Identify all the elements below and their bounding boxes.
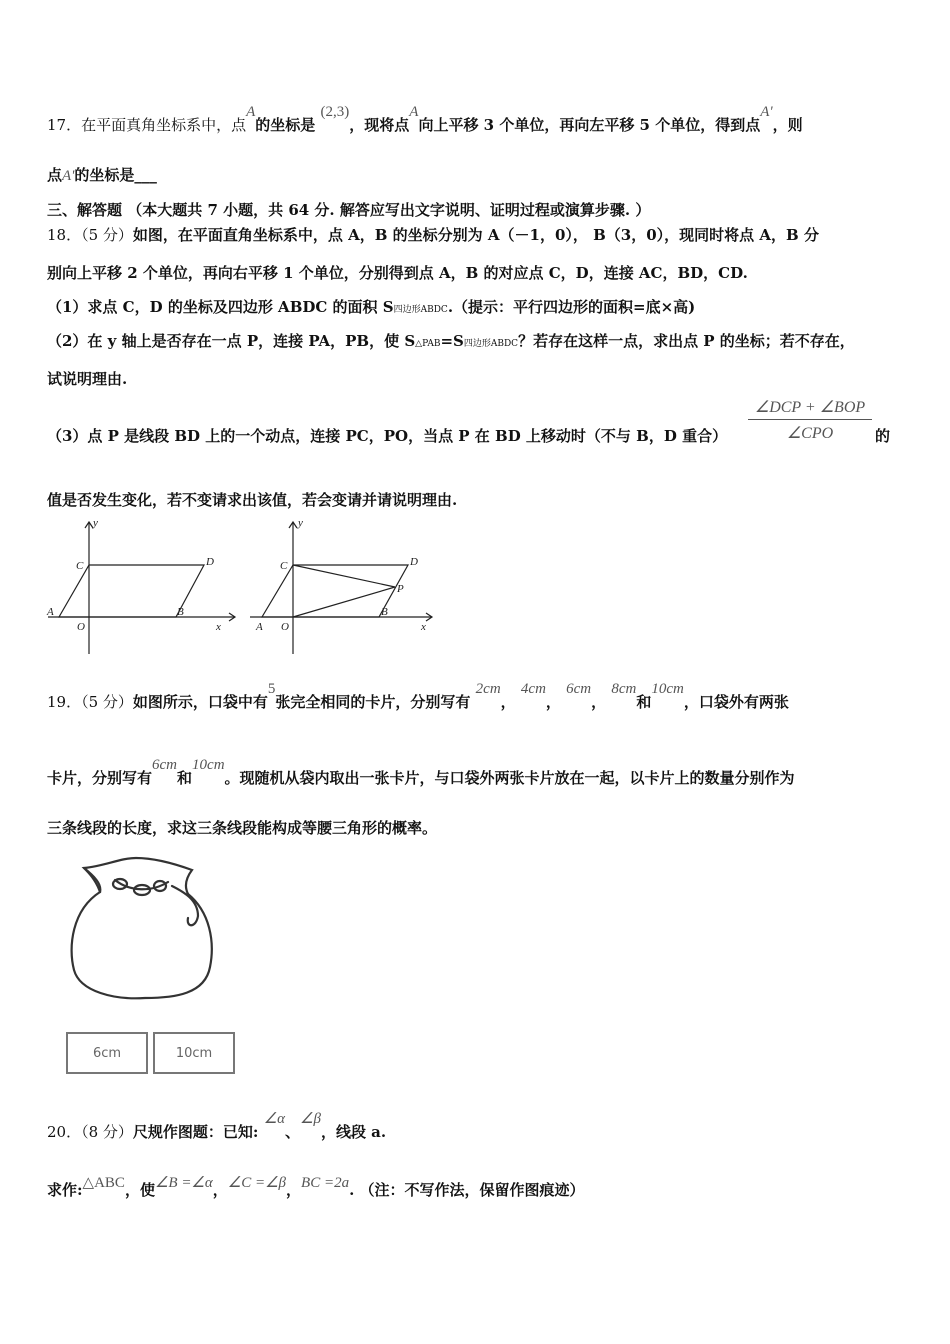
fraction-numerator: ∠DCP + ∠BOP: [748, 397, 872, 420]
bag-string: [172, 886, 198, 925]
q18-part1: （1）求点 C，D 的坐标及四边形 ABDC 的面积 S四边形ABDC.（提示：平行四边形的面积=底×高): [47, 298, 696, 316]
q17-line2: 点A'的坐标是___: [47, 166, 157, 184]
fig2-segment-po: [293, 587, 395, 617]
fig1-label-x: x: [216, 621, 221, 633]
fig1-label-y: y: [93, 517, 98, 529]
q20-line2: 求作:△ABC，使∠B =∠α，∠C =∠β，BC =2a. （注：不写作法，保留作图痕迹）: [47, 1175, 585, 1199]
fig2-label-x: x: [421, 621, 426, 633]
fraction-denominator: ∠CPO: [786, 425, 834, 442]
card-10cm: 10cm: [153, 1032, 235, 1074]
q19-line3: 三条线段的长度，求这三条线段能构成等腰三角形的概率。: [47, 819, 438, 837]
fig2-label-p: P: [397, 583, 404, 595]
q18-part3: （3）点 P 是线段 BD 上的一个动点，连接 PC，PO，当点 P 在 BD 上移动时（不与 B，D 重合）: [47, 427, 728, 445]
fig1-label-o: O: [77, 621, 85, 633]
angle-fraction: [748, 397, 872, 443]
q18-part2-cont: 试说明理由.: [47, 370, 128, 388]
bag-drawing: [60, 852, 220, 1007]
fig2-label-b: B: [381, 606, 388, 618]
fig1-label-d: D: [206, 556, 214, 568]
q19-line2: 卡片，分别写有6cm和10cm。现随机从袋内取出一张卡片，与口袋外两张卡片放在一起，以卡片上的数量分别作为: [47, 757, 795, 787]
q18-figures: [40, 512, 440, 662]
fig1-label-a: A: [47, 606, 54, 618]
card-6cm: 6cm: [66, 1032, 148, 1074]
fig2-label-a: A: [256, 621, 263, 633]
q20-line1: 20．（8 分）尺规作图题：已知: ∠α、∠β，线段 a.: [47, 1111, 387, 1141]
fig2-label-c: C: [280, 560, 288, 572]
q18-part2: （2）在 y 轴上是否存在一点 P，连接 PA，PB，使 S△PAB=S四边形ABDC？若存在这样一点，求出点 P 的坐标；若不存在，: [47, 332, 855, 350]
q18-part3-tail: 的: [875, 427, 891, 445]
q17-line1: 17．在平面真角坐标系中，点A的坐标是 (2,3)，现将点A向上平移 3 个单位，再向左平移 5 个单位，得到点A'，则: [47, 104, 803, 134]
bag-body: [72, 892, 212, 998]
fig2-label-y: y: [298, 517, 303, 529]
fig1-label-b: B: [177, 606, 184, 618]
fig1-label-c: C: [76, 560, 84, 572]
fig2-label-o: O: [281, 621, 289, 633]
section-heading: 三、解答题 （本大题共 7 小题，共 64 分. 解答应写出文字说明、证明过程或演算步骤. ）: [47, 201, 651, 219]
q18-part3-cont: 值是否发生变化，若不变请求出该值，若会变请并请说明理由.: [47, 491, 458, 509]
q18-line1: 18．（5 分）如图，在平面直角坐标系中，点 A，B 的坐标分别为 A（－1，0）， B（3，0），现同时将点 A，B 分: [47, 226, 819, 244]
q18-line2: 别向上平移 2 个单位，再向右平移 1 个单位，分别得到点 A，B 的对应点 C，D，连接 AC，BD，CD.: [47, 264, 748, 282]
fig2-label-d: D: [410, 556, 418, 568]
fig2-segment-pc: [293, 565, 395, 587]
q19-line1: 19．（5 分）如图所示，口袋中有5张完全相同的卡片，分别写有 2cm， 4cm， 6cm， 8cm和10cm，口袋外有两张: [47, 681, 789, 711]
